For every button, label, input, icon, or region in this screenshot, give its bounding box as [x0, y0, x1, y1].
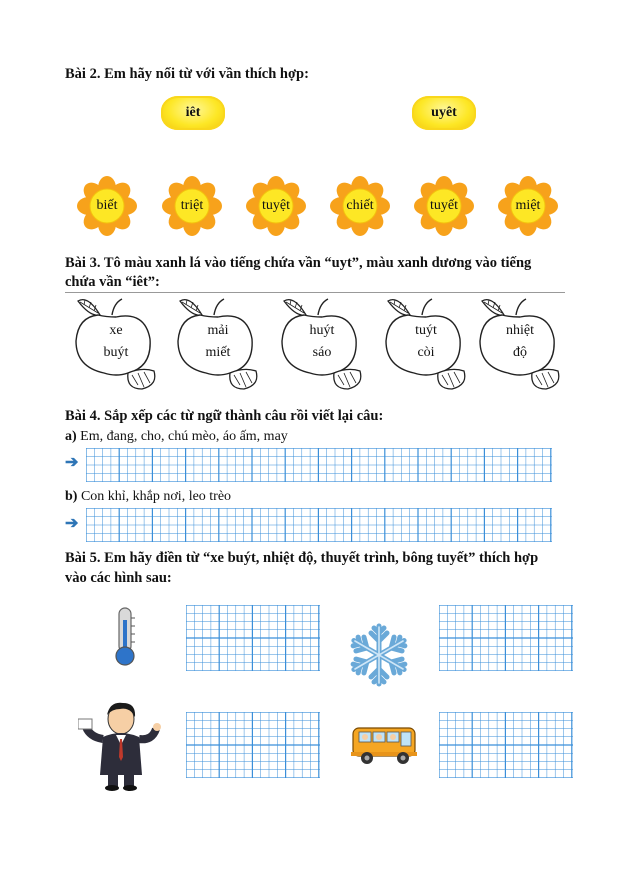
flower-word-card[interactable]	[498, 176, 558, 236]
thermometer-icon	[110, 606, 142, 666]
rhyme-uyet-badge[interactable]: uyêt	[412, 96, 476, 130]
fruit-word-card[interactable]	[172, 293, 264, 393]
fruit-outline-icon	[172, 293, 264, 393]
presenter-icon	[78, 697, 164, 791]
fruit-word-top: huýt	[309, 323, 335, 338]
writing-grid-thermometer[interactable]	[186, 605, 320, 671]
flower-word: tuyệt	[262, 198, 290, 213]
flower-word: miệt	[515, 198, 541, 213]
bai4-a-text: Em, đang, cho, chú mèo, áo ấm, may	[80, 429, 288, 444]
bai2-title: Bài 2. Em hãy nối từ với vần thích hợp:	[65, 66, 309, 82]
fruit-word-card[interactable]	[474, 293, 566, 393]
fruit-word-card[interactable]	[380, 293, 472, 393]
flower-word: tuyết	[430, 198, 458, 213]
bai3-title-line1: Bài 3. Tô màu xanh lá vào tiếng chứa vần “uyt”, màu xanh dương vào tiếng	[65, 255, 532, 271]
arrow-right-icon: ➔	[65, 515, 79, 532]
bai4-b-label: b)	[65, 489, 78, 504]
fruit-word-bottom: miết	[205, 345, 231, 360]
fruit-word-bottom: sáo	[312, 345, 332, 360]
bai4-a-label: a)	[65, 429, 77, 444]
bai4-b-text: Con khỉ, khắp nơi, leo trèo	[80, 489, 232, 504]
bai5-title-line2: vào các hình sau:	[65, 570, 172, 586]
fruit-outline-icon	[70, 293, 162, 393]
bai4-title: Bài 4. Sắp xếp các từ ngữ thành câu rồi viết lại câu:	[65, 408, 384, 424]
flower-word-card[interactable]	[414, 176, 474, 236]
fruit-word-bottom: buýt	[103, 345, 129, 360]
fruit-word-top: nhiệt	[506, 323, 534, 338]
bus-icon	[349, 722, 419, 766]
flower-word-card[interactable]	[77, 176, 137, 236]
fruit-word-top: xe	[109, 323, 123, 338]
flower-word-card[interactable]	[162, 176, 222, 236]
fruit-outline-icon	[474, 293, 566, 393]
fruit-word-top: mải	[207, 323, 229, 338]
arrow-right-icon: ➔	[65, 454, 79, 471]
fruit-word-bottom: còi	[417, 345, 435, 360]
fruit-word-bottom: độ	[513, 345, 527, 360]
bai3-title-line2: chứa vần “iêt”:	[65, 274, 160, 290]
bai4-a-line	[65, 428, 288, 446]
fruit-outline-icon	[380, 293, 472, 393]
flower-word-card[interactable]	[330, 176, 390, 236]
rhyme-iet-badge[interactable]: iêt	[161, 96, 225, 130]
writing-grid-b[interactable]	[86, 508, 552, 542]
fruit-outline-icon	[276, 293, 368, 393]
bai4-b-line	[65, 488, 231, 506]
bai5-title-line1: Bài 5. Em hãy điền từ “xe buýt, nhiệt độ, thuyết trình, bông tuyết” thích hợp	[65, 550, 539, 566]
writing-grid-a[interactable]	[86, 448, 552, 482]
writing-grid-presenter[interactable]	[186, 712, 320, 778]
flower-word: chiết	[346, 198, 374, 213]
flower-word-card[interactable]	[246, 176, 306, 236]
fruit-word-card[interactable]	[70, 293, 162, 393]
flower-word: biết	[96, 198, 118, 213]
fruit-word-card[interactable]	[276, 293, 368, 393]
fruit-word-top: tuýt	[415, 323, 437, 338]
flower-word: triệt	[180, 198, 204, 213]
snowflake-icon	[346, 622, 412, 688]
writing-grid-bus[interactable]	[439, 712, 573, 778]
writing-grid-snowflake[interactable]	[439, 605, 573, 671]
